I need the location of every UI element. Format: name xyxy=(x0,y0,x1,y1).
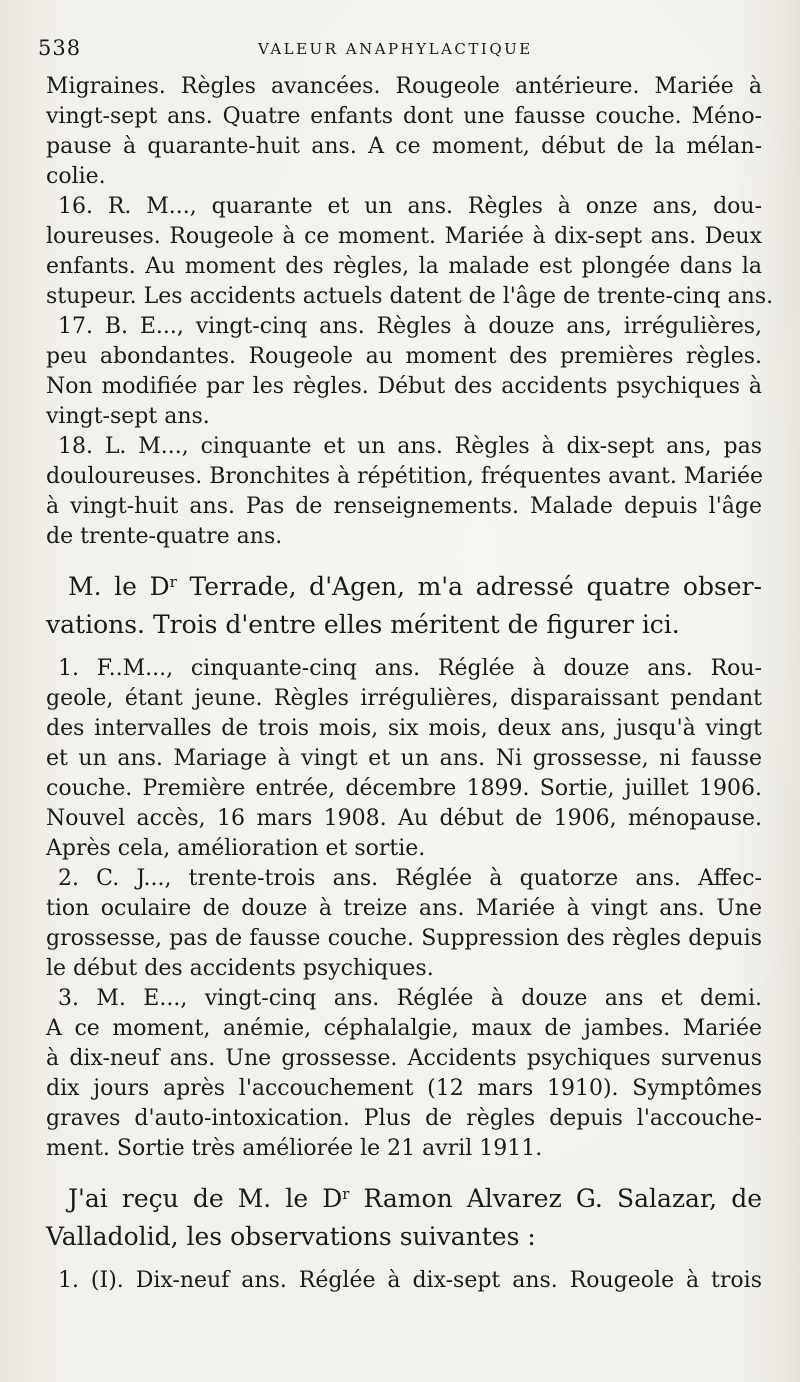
text-line: enfants. Au moment des règles, la malade est plongée dans la xyxy=(46,254,762,279)
text-line: 16. R. M..., quarante et un ans. Règles à onze ans, dou- xyxy=(58,194,762,219)
text-line: à vingt-huit ans. Pas de renseignements. Malade depuis l'âge xyxy=(46,494,762,519)
text-line: tion oculaire de douze à treize ans. Mariée à vingt ans. Une xyxy=(46,896,762,921)
text-line: Non modifiée par les règles. Début des accidents psychiques à xyxy=(46,374,762,399)
text-line xyxy=(46,1180,762,1218)
text-line: 18. L. M..., cinquante et un ans. Règles à dix-sept ans, pas xyxy=(58,434,762,459)
text-line: ment. Sortie très améliorée le 21 avril 1911. xyxy=(46,1136,543,1161)
text-line: 3. M. E..., vingt-cinq ans. Réglée à douze ans et demi. xyxy=(58,986,762,1011)
text-line: loureuses. Rougeole à ce moment. Mariée à dix-sept ans. Deux xyxy=(46,224,762,249)
text-line: vingt-sept ans. Quatre enfants dont une fausse couche. Méno- xyxy=(46,104,762,129)
text-line: stupeur. Les accidents actuels datent de l'âge de trente-cinq ans. xyxy=(46,284,774,309)
text-line: Après cela, amélioration et sortie. xyxy=(46,836,426,861)
body-text xyxy=(46,72,774,1296)
text-line: couche. Première entrée, décembre 1899. Sortie, juillet 1906. xyxy=(46,776,762,801)
text-line: A ce moment, anémie, céphalalgie, maux de jambes. Mariée xyxy=(46,1016,762,1041)
text-line: à dix-neuf ans. Une grossesse. Accidents psychiques survenus xyxy=(46,1046,762,1071)
text-line: vingt-sept ans. xyxy=(46,404,210,429)
text-line: 1. F..M..., cinquante-cinq ans. Réglée à douze ans. Rou- xyxy=(58,656,762,681)
text-segment: J'ai reçu de M. le D xyxy=(68,1184,343,1213)
superscript: r xyxy=(342,1184,350,1203)
text-line: Migraines. Règles avancées. Rougeole antérieure. Mariée à xyxy=(46,74,762,99)
superscript: r xyxy=(169,572,177,591)
text-line: Nouvel accès, 16 mars 1908. Au début de 1906, ménopause. xyxy=(46,806,762,831)
text-line: le début des accidents psychiques. xyxy=(46,956,434,981)
text-line: pause à quarante-huit ans. A ce moment, début de la mélan- xyxy=(46,134,762,159)
text-line: 1. (I). Dix-neuf ans. Réglée à dix-sept ans. Rougeole à trois xyxy=(58,1268,762,1293)
text-line: douloureuses. Bronchites à répétition, fréquentes avant. Mariée xyxy=(46,464,764,489)
text-segment: M. le D xyxy=(68,572,170,601)
text-line: et un ans. Mariage à vingt et un ans. Ni grossesse, ni fausse xyxy=(46,746,762,771)
text-line: vations. Trois d'entre elles méritent de figurer ici. xyxy=(46,610,680,639)
text-line: de trente-quatre ans. xyxy=(46,524,283,549)
text-line: dix jours après l'accouchement (12 mars 1910). Symptômes xyxy=(46,1076,762,1101)
page-number: 538 xyxy=(38,36,82,60)
text-line: geole, étant jeune. Règles irrégulières, disparaissant pendant xyxy=(46,686,762,711)
text-line: colie. xyxy=(46,164,106,189)
text-line: grossesse, pas de fausse couche. Suppression des règles depuis xyxy=(46,926,762,951)
text-line: des intervalles de trois mois, six mois, deux ans, jusqu'à vingt xyxy=(46,716,762,741)
text-line: 2. C. J..., trente-trois ans. Réglée à quatorze ans. Affec- xyxy=(58,866,762,891)
text-line xyxy=(46,568,762,606)
text-line: 17. B. E..., vingt-cinq ans. Règles à douze ans, irrégulières, xyxy=(58,314,762,339)
text-segment: Terrade, d'Agen, m'a adressé quatre obser- xyxy=(176,572,762,601)
text-segment: Ramon Alvarez G. Salazar, de xyxy=(349,1184,762,1213)
running-title: VALEUR ANAPHYLACTIQUE xyxy=(258,40,533,58)
text-line: graves d'auto-intoxication. Plus de règles depuis l'accouche- xyxy=(46,1106,762,1131)
running-head xyxy=(38,36,762,66)
text-line: peu abondantes. Rougeole au moment des premières règles. xyxy=(46,344,762,369)
text-line: Valladolid, les observations suivantes : xyxy=(46,1222,536,1251)
